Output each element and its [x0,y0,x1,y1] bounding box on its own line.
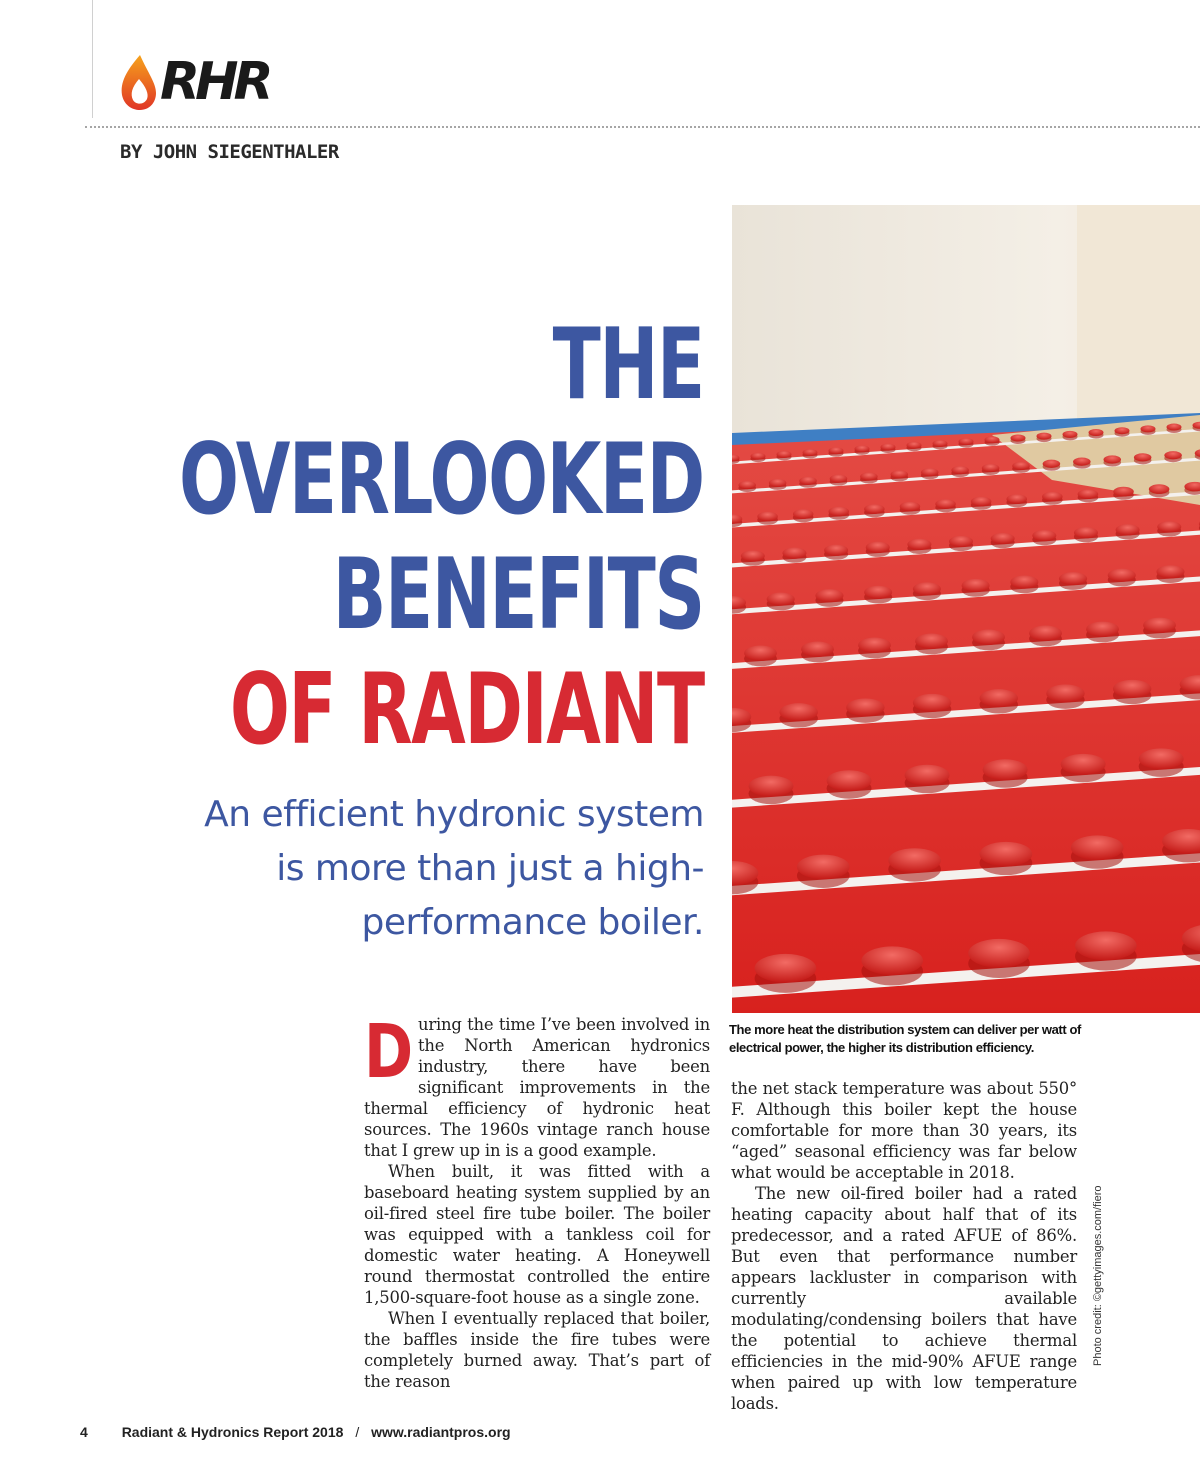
photo-caption: The more heat the distribution system can deliver per watt of electrical power, the higher its distribution efficiency. [729,1022,1081,1055]
body-paragraph: The new oil-fired boiler had a rated heating capacity about half that of its predecessor, and a rated AFUE of 86%. But even that performance number appears lackluster in comparison with currently available modulating/condensing boilers that have the potential to achieve thermal efficiencies in the mid-90% AFUE range when paired up with low temperature loads. [731,1184,1077,1413]
title-line-3: BENEFITS [332,538,704,652]
body-column-2 [731,1078,1077,1414]
body-column-1 [364,1009,710,1392]
byline: BY JOHN SIEGENTHALER [120,141,339,163]
margin-rule [92,0,93,118]
website-link[interactable]: www.radiantpros.org [371,1424,511,1440]
rhr-logo [118,52,269,112]
footer-separator: / [355,1424,360,1440]
header-divider [85,126,1200,128]
article-subtitle: An efficient hydronic system is more than just a high-performance boiler. [204,794,704,943]
title-line-2: OVERLOOKED [179,423,704,537]
body-paragraph: the net stack temperature was about 550° F. Although this boiler kept the house comfortable for more than 30 years, its “aged” seasonal efficiency was far below what would be acceptable in 2018. [731,1079,1077,1182]
body-paragraph: When I eventually replaced that boiler, the baffles inside the fire tubes were completely burned away. That’s part of the reason [364,1309,710,1391]
article-title [179,308,704,768]
page-footer [80,1424,511,1440]
radiant-floor-photo [732,205,1200,1013]
body-paragraph: uring the time I’ve been involved in the North American hydronics industry, there have been significant improvements in the thermal efficiency of hydronic heat sources. The 1960s vintage ranch house that I grew up in is a good example. [364,1015,710,1160]
flame-drop-icon [118,53,158,111]
drop-cap: D [364,1009,413,1095]
logo-wordmark: RHR [160,52,269,112]
photo-credit: Photo credit: ©gettyimages.com/fiero [1092,1185,1104,1366]
title-line-4: OF RADIANT [230,653,704,767]
body-paragraph: When built, it was fitted with a baseboard heating system supplied by an oil-fired steel fire tube boiler. The boiler was equipped with a tankless coil for domestic water heating. A Honeywell round thermostat controlled the entire 1,500-square-foot house as a single zone. [364,1162,710,1307]
publication-name: Radiant & Hydronics Report 2018 [121,1424,344,1440]
title-line-1: THE [552,308,704,422]
page-number: 4 [80,1424,88,1440]
